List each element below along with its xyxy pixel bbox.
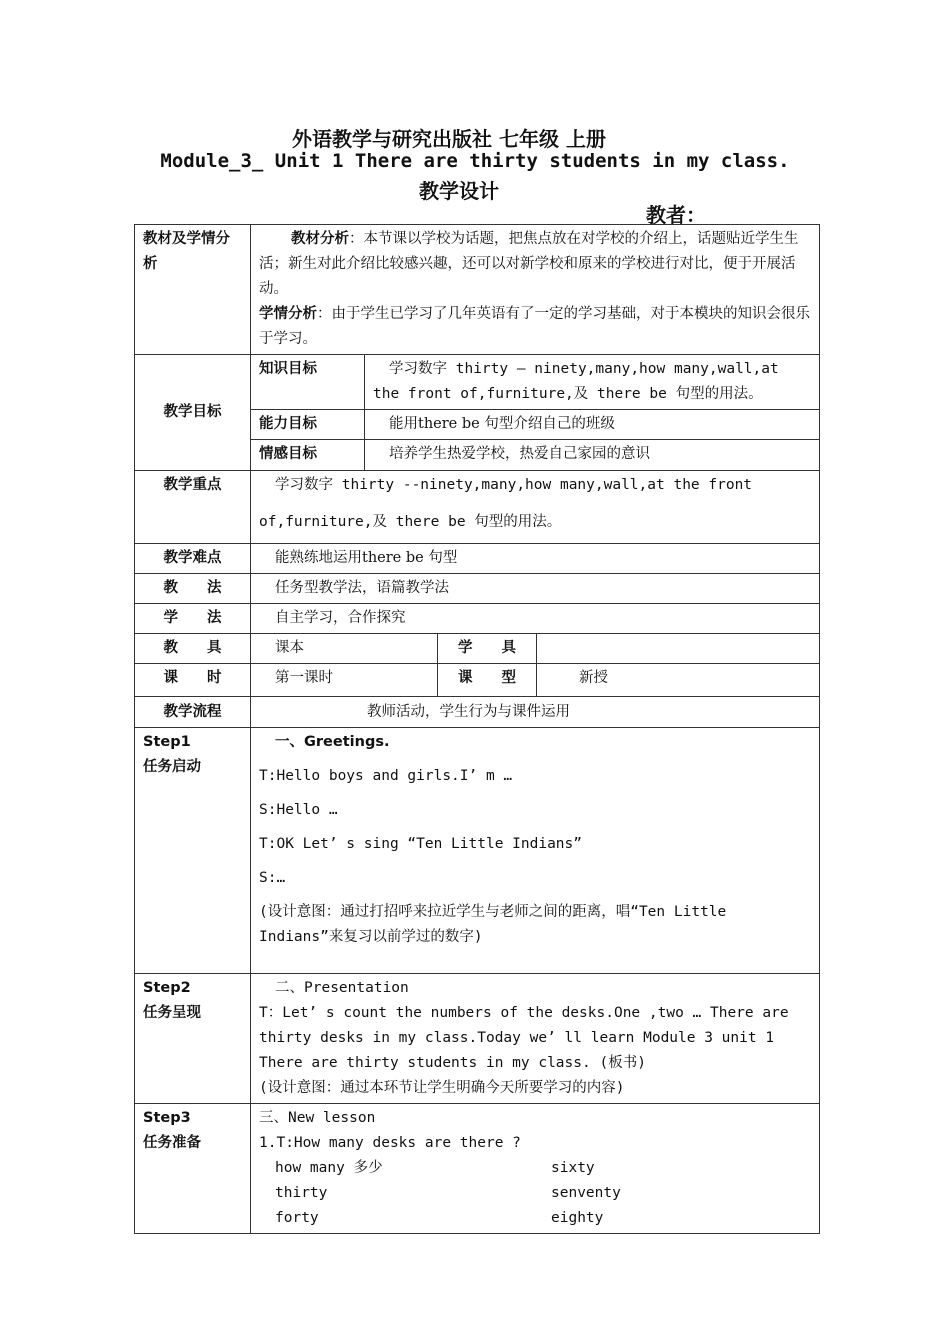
step2-name: 任务呈现	[143, 1005, 201, 1021]
vocab-word: thirty	[275, 1185, 328, 1201]
analysis-label: 教材及学情分析	[135, 225, 251, 355]
step3-label	[135, 1104, 251, 1234]
objective-knowledge-label: 知识目标	[251, 355, 365, 410]
step2-line-2: (设计意图：通过本环节让学生明确今天所要学习的内容)	[259, 1080, 625, 1096]
row-difficulty	[135, 544, 820, 574]
vocab-row	[259, 1156, 811, 1181]
step1-line-1: T:Hello boys and girls.I’ m …	[259, 768, 513, 784]
student-analysis-text: ：由于学生已学习了几年英语有了一定的学习基础，对于本模块的知识会很乐于学习。	[259, 306, 810, 347]
lesson-type-label: 课 型	[438, 664, 537, 697]
step3-line-1: 1.T:How many desks are there ?	[259, 1135, 521, 1151]
row-learning-method	[135, 604, 820, 634]
row-flow	[135, 697, 820, 728]
teacher-label: 教者：	[646, 203, 706, 227]
step1-line-4: S:…	[259, 870, 286, 886]
key-points-line1: 学习数字 thirty --ninety,many,how many,wall,at the front	[275, 477, 753, 493]
teaching-tools-label: 教 具	[135, 634, 251, 664]
row-tools	[135, 634, 820, 664]
learning-tools-label: 学 具	[438, 634, 537, 664]
analysis-content	[251, 225, 820, 355]
row-objective-knowledge	[135, 355, 820, 410]
vocab-row	[259, 1181, 811, 1206]
step2-label	[135, 974, 251, 1104]
doc-title-design: 教学设计	[419, 179, 499, 203]
textbook-analysis-text: ：本节课以学校为话题，把焦点放在对学校的介绍上，话题贴近学生生活；新生对此介绍比较感兴趣，还可以对新学校和原来的学校进行对比，便于开展活动。	[259, 231, 799, 297]
step2-line-1: T：Let’ s count the numbers of the desks.One ,two … There are thirty desks in my class.Today we’ ll learn Module 3 unit 1 There are thirty students in my class. (板书)	[259, 1005, 789, 1071]
teaching-tools-text: 课本	[251, 634, 438, 664]
key-points-content	[251, 471, 820, 544]
step1-line-5: (设计意图：通过打招呼来拉近学生与老师之间的距离，唱“Ten Little Indians”来复习以前学过的数字)	[259, 904, 727, 945]
step1-name: 任务启动	[143, 759, 201, 775]
step1-number: Step1	[143, 734, 191, 750]
teaching-method-text: 任务型教学法，语篇教学法	[251, 574, 820, 604]
vocab-word: eighty	[551, 1210, 604, 1226]
step1-line-0: 一、Greetings.	[275, 734, 390, 750]
row-analysis	[135, 225, 820, 355]
objective-knowledge-text: 学习数字 thirty – ninety,many,how many,wall,at the front of,furniture,及 there be 句型的用法。	[365, 355, 820, 410]
period-label: 课 时	[135, 664, 251, 697]
flow-text: 教师活动，学生行为与课件运用	[251, 697, 820, 728]
step2-number: Step2	[143, 980, 191, 996]
objective-ability-label: 能力目标	[251, 410, 365, 440]
objectives-label: 教学目标	[135, 355, 251, 471]
objective-emotion-label: 情感目标	[251, 440, 365, 471]
vocab-row	[259, 1206, 811, 1231]
step3-number: Step3	[143, 1110, 191, 1126]
step1-content	[251, 728, 820, 974]
step1-line-2: S:Hello …	[259, 802, 338, 818]
row-teaching-method	[135, 574, 820, 604]
key-points-line2: of,furniture,及 there be 句型的用法。	[259, 514, 562, 530]
objective-emotion-text: 培养学生热爱学校，热爱自己家园的意识	[365, 440, 820, 471]
learning-method-text: 自主学习，合作探究	[251, 604, 820, 634]
vocab-word: forty	[275, 1210, 319, 1226]
difficulty-text: 能熟练地运用there be 句型	[251, 544, 820, 574]
row-period	[135, 664, 820, 697]
step3-name: 任务准备	[143, 1135, 201, 1151]
student-analysis-label: 学情分析	[259, 306, 317, 322]
teaching-method-label: 教 法	[135, 574, 251, 604]
vocab-word: sixty	[551, 1160, 595, 1176]
textbook-analysis-label: 教材分析	[291, 231, 349, 247]
step2-line-0: 二、Presentation	[275, 980, 409, 996]
row-key-points	[135, 471, 820, 544]
period-text: 第一课时	[251, 664, 438, 697]
lesson-plan-table	[134, 224, 820, 1234]
step3-content	[251, 1104, 820, 1234]
learning-tools-text	[537, 634, 820, 664]
step1-label	[135, 728, 251, 974]
row-step1	[135, 728, 820, 974]
key-points-label: 教学重点	[135, 471, 251, 544]
difficulty-label: 教学难点	[135, 544, 251, 574]
step1-line-3: T:OK Let’ s sing “Ten Little Indians”	[259, 836, 583, 852]
step2-content	[251, 974, 820, 1104]
vocab-word: senventy	[551, 1185, 621, 1201]
doc-title-module: Module_3_ Unit 1 There are thirty students in my class.	[160, 150, 790, 172]
step3-line-0: 三、New lesson	[259, 1110, 376, 1126]
learning-method-label: 学 法	[135, 604, 251, 634]
vocab-word: how many 多少	[275, 1160, 383, 1176]
objective-ability-text: 能用there be 句型介绍自己的班级	[365, 410, 820, 440]
doc-title-publisher: 外语教学与研究出版社 七年级 上册	[292, 127, 606, 151]
flow-label: 教学流程	[135, 697, 251, 728]
lesson-type-text: 新授	[537, 664, 820, 697]
row-step2	[135, 974, 820, 1104]
row-step3	[135, 1104, 820, 1234]
